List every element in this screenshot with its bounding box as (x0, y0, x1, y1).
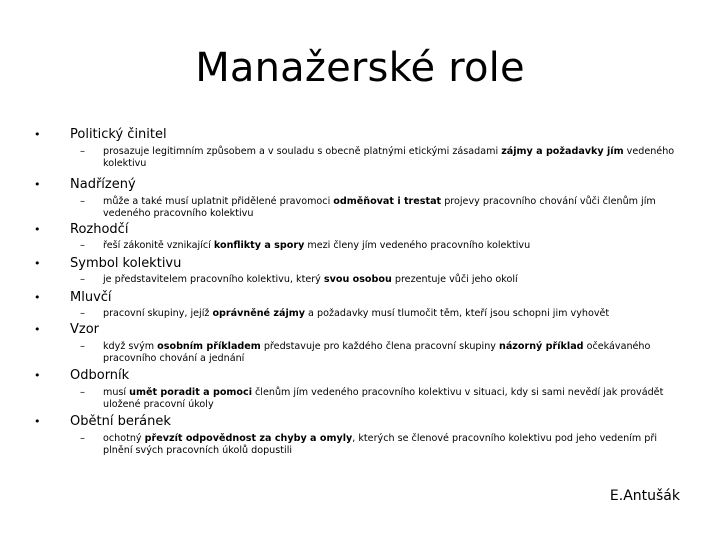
description-text: mezi členy jím vedeného pracovního kolektivu (304, 240, 531, 251)
role-heading: Vzor (70, 322, 100, 337)
bullet-icon: • (34, 128, 41, 141)
role-heading: Mluvčí (70, 290, 112, 305)
description-text: představuje pro každého člena pracovní skupiny (260, 341, 499, 352)
description-text: prosazuje legitimním způsobem a v souladu s obecně platnými etickými zásadami (103, 146, 502, 157)
description-text: když svým (103, 341, 158, 352)
emphasis-text: umět poradit a pomoci (129, 387, 252, 398)
dash-icon: – (80, 433, 85, 444)
role-description (103, 341, 688, 364)
role-description (103, 240, 688, 252)
role-description (103, 274, 688, 286)
description-text: , kterých se členové pracovního kolektivu pod jeho vedením při plnění svých pracovních úkolů dopustili (103, 433, 657, 456)
dash-icon: – (80, 196, 85, 207)
emphasis-text: oprávněné zájmy (212, 308, 305, 319)
bullet-icon: • (34, 178, 41, 191)
role-heading: Rozhodčí (70, 222, 129, 237)
description-text: může a také musí uplatnit přidělené pravomoci (103, 196, 334, 207)
dash-icon: – (80, 341, 85, 352)
bullet-icon: • (34, 369, 41, 382)
role-heading: Odborník (70, 368, 130, 383)
role-heading: Obětní beránek (70, 414, 171, 429)
emphasis-text: konflikty a spory (213, 240, 305, 251)
emphasis-text: názorný příklad (499, 341, 584, 352)
description-text: řeší zákonitě vznikající (103, 240, 214, 251)
author-name: E.Antušák (609, 488, 680, 504)
bullet-icon: • (34, 323, 41, 336)
emphasis-text: osobním příkladem (157, 341, 261, 352)
description-text: vedeného kolektivu (103, 146, 675, 169)
bullet-icon: • (34, 223, 41, 236)
description-text: očekávaného pracovního chování a jednání (103, 341, 651, 364)
bullet-icon: • (34, 291, 41, 304)
description-text: členům jím vedeného pracovního kolektivu v situaci, kdy si sami nevědí jak provádět uložené pracovní úkoly (103, 387, 664, 410)
dash-icon: – (80, 387, 85, 398)
role-description (103, 146, 688, 169)
role-heading: Symbol kolektivu (70, 256, 182, 271)
emphasis-text: svou osobou (323, 274, 392, 285)
emphasis-text: odměňovat i trestat (333, 196, 442, 207)
description-text: pracovní skupiny, jejíž (103, 308, 213, 319)
description-text: ochotný (103, 433, 145, 444)
role-heading: Nadřízený (70, 177, 136, 192)
description-text: je představitelem pracovního kolektivu, který (103, 274, 324, 285)
emphasis-text: převzít odpovědnost za chyby a omyly (144, 433, 353, 444)
description-text: prezentuje vůči jeho okolí (391, 274, 518, 285)
dash-icon: – (80, 308, 85, 319)
description-text: musí (103, 387, 130, 398)
dash-icon: – (80, 274, 85, 285)
bullet-icon: • (34, 415, 41, 428)
bullet-icon: • (34, 257, 41, 270)
role-description (103, 308, 688, 320)
description-text: projevy pracovního chování vůči členům jím vedeného pracovního kolektivu (103, 196, 656, 219)
role-description (103, 433, 688, 456)
description-text: a požadavky musí tlumočit těm, kteří jsou schopni jim vyhovět (305, 308, 610, 319)
dash-icon: – (80, 240, 85, 251)
role-description (103, 196, 688, 219)
emphasis-text: zájmy a požadavky jím (501, 146, 624, 157)
dash-icon: – (80, 146, 85, 157)
role-heading: Politický činitel (70, 127, 167, 142)
role-description (103, 387, 688, 410)
slide-title: Manažerské role (195, 45, 525, 91)
